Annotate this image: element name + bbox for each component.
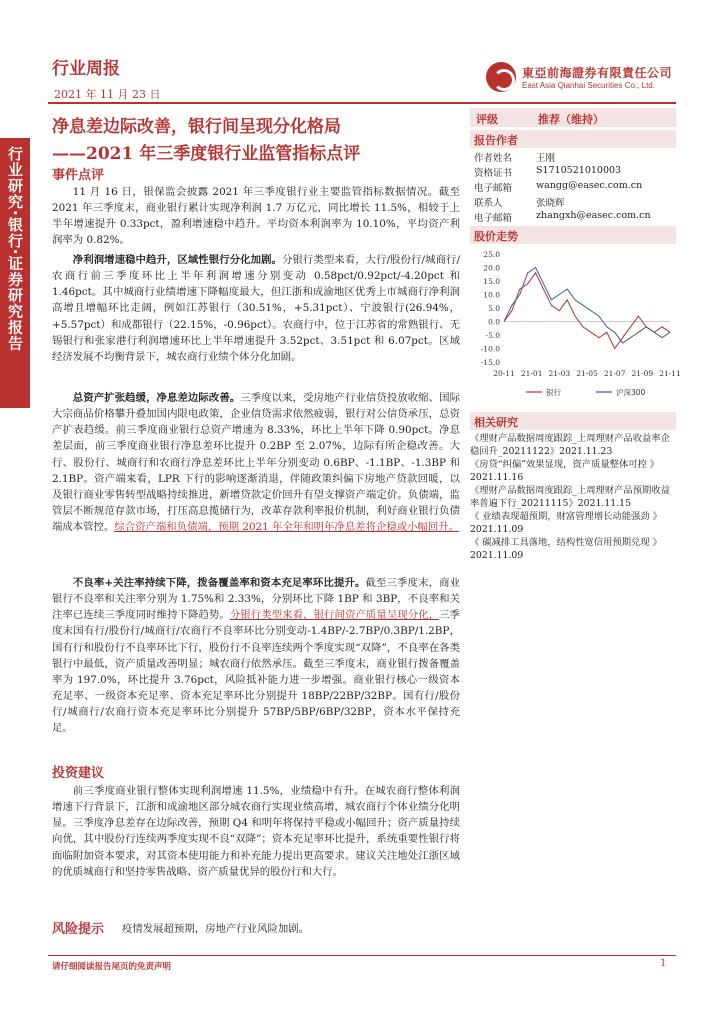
page-title: 净息差边际改善，银行间呈现分化格局 xyxy=(52,117,341,137)
y-tick-label: 5.0 xyxy=(488,304,500,313)
report-date: 2021 年 11 月 23 日 xyxy=(54,88,161,101)
paragraph-quality-text-a: 截至三季度末，商业银行不良率和关注率分别为 1.75%和 2.33%，分别环比下降 1BP 和 3BP，不良率和关注率已连续三季度同时维持下降趋势。 xyxy=(52,577,460,622)
y-tick-label: -5.0 xyxy=(485,331,500,340)
paragraph-risk: 疫情发展超预期，房地产行业风险加剧。 xyxy=(122,923,310,935)
section-event-heading: 事件点评 xyxy=(52,168,105,183)
y-tick-label: 10.0 xyxy=(483,290,500,300)
author-row: 作者姓名 王刚 xyxy=(474,153,556,164)
y-tick-label: 15.0 xyxy=(483,277,500,286)
x-tick-label: 21-09 xyxy=(631,369,654,378)
header-divider xyxy=(48,102,676,104)
paragraph-assets xyxy=(52,390,460,535)
page-number: 1 xyxy=(660,958,667,969)
paragraph-assets-text: 三季度以来，受房地产行业信贷投放收缩、国际大宗商品价格攀升叠加国内限电政策，企业信贷需求依然疲弱，银行对公信贷承压，总资产扩表趋缓。前三季度商业银行总资产增速为 8.33%，环比上半年下降 0.90pct。净息差层面，前三季度商业银行净息差环比提升 0.2BP 至 2.07%，边际有所企稳改善。大行、股份行、城商行和农商行净息差环比上半年分别变动 0.6BP、-1.1BP、-1.3BP 和 2.1BP。资产端来看，LPR 下行的影响逐渐消退，伴随政策纠偏下房地产贷款回暖，以及银行商业零售转型战略持续推进，新增贷款定价回升有望支撑资产端定价。负债端，监管层不断规范存款市场，打压高息揽储行为，改革存款利率报价机制，利好商业银行负债端成本管控。 xyxy=(52,392,461,534)
section-invest-heading: 投资建议 xyxy=(52,766,105,781)
x-tick-label: 21-11 xyxy=(659,369,681,378)
paragraph-quality-lead: 不良率+关注率持续下降，拨备覆盖率和资本充足率环比提升。 xyxy=(72,577,366,589)
rating-label: 评级 xyxy=(476,113,498,126)
series-line-银行 xyxy=(504,273,670,349)
y-tick-label: 20.0 xyxy=(483,263,500,273)
paragraph-profit-text: 分银行类型来看，大行/股份行/城商行/农商行前三季度环比上半年利润增速分别变动 0.58pct/0.92pct/-4.20pct 和 1.46pct。其中城商行业绩增速下降幅度最大，但江浙和成渝地区优秀上市城商行净利润高增且增幅环比走阔，例如江苏银行（30.51%，+5.31pct）、宁波银行(26.94%，+5.57pct）和成都银行（22.15%，-0.96pct）。农商行中，位于江苏省的常熟银行、无锡银行和张家港行利润增速环比上半年增速提升 3.52pct、3.51pct 和 6.07pct。区域经济发展不均衡背景下，城农商行业绩个体分化加剧。 xyxy=(52,254,460,363)
paragraph-intro: 11 月 16 日，银保监会披露 2021 年三季度银行业主要监管指标数据情况。截至 2021 年三季度末，商业银行累计实现净利润 1.7 万亿元，同比增长 11.5%，相较于上半年增速提升 0.33pct，盈利增速稳中趋升。平均资本利润率为 10.10%，平均资产利润率为 0.82%。 xyxy=(52,186,460,247)
section-risk-heading: 风险提示 xyxy=(52,922,105,937)
trend-heading: 股价走势 xyxy=(470,226,676,244)
footer-disclaimer-link[interactable]: 请仔细阅读报告尾页的免责声明 xyxy=(52,962,172,972)
x-tick-label: 21-07 xyxy=(603,369,626,378)
author-row: 资格证书 S1710521010003 xyxy=(474,165,622,179)
y-tick-label: -10.0 xyxy=(480,344,500,354)
x-tick-label: 21-03 xyxy=(548,369,571,378)
legend-label: 沪深300 xyxy=(616,388,646,397)
author-row: 联系人 张晓辉 xyxy=(474,198,565,209)
author-row: 电子邮箱 zhangxh@easec.com.cn xyxy=(474,210,651,224)
rating-value: 推荐（维持） xyxy=(538,113,604,126)
related-list xyxy=(470,432,676,562)
footer-divider xyxy=(48,955,676,956)
y-tick-label: 25.0 xyxy=(483,250,500,259)
paragraph-assets-highlight: 综合资产端和负债端，预期 2021 年全年和明年净息差将企稳或小幅回升。 xyxy=(114,521,460,534)
sidebar-label: 行业研究·银行·证券研究报告 xyxy=(6,146,24,352)
related-item[interactable]: 《 碳减排工具落地，结构性宽信用预期兑现 》2021.11.09 xyxy=(470,537,662,561)
sidebar-band xyxy=(0,138,30,408)
paragraph-quality-text-b: 三季度末国有行/股份行/城商行/农商行不良率环比分别变动-1.4BP/-2.7BP/0.3BP/1.2BP，国有行和股份行不良率环比下行，股份行不良率连续两个季度实现“双降”，不良率在各类银行中最低，资产质量改善明显；城农商行依然承压。截至三季度末，商业银行拨备覆盖率为 197.0%，环比提升 3.76pct，风险抵补能力进一步增强。商业银行核心一级资本充足率、一级资本充足率、资本充足率环比分别提升 18BP/22BP/32BP。国有行/股份行/城商行/农商行资本充足率环比分别提升 57BP/5BP/6BP/32BP，资本水平保持充足。 xyxy=(52,609,461,735)
price-trend-chart xyxy=(470,246,681,402)
x-tick-label: 20-11 xyxy=(493,369,515,378)
x-tick-label: 21-01 xyxy=(520,369,543,378)
series-line-沪深300 xyxy=(504,268,670,344)
paragraph-profit xyxy=(52,252,460,365)
paragraph-quality-highlight: 分银行类型来看，银行间资产质量呈现分化， xyxy=(229,609,440,622)
paragraph-invest: 前三季度商业银行整体实现利润增速 11.5%，业绩稳中有升。在城农商行整体利润增速下行背景下，江浙和成渝地区部分城农商行实现业绩高增，城农商行个体业绩分化明显。三季度净息差存在边际改善，预期 Q4 和明年将保持平稳或小幅回升；资产质量持续向优，其中股份行连续两季度实现不良“双降”；资本充足率环比提升，系统重要性银行将面临附加资本要求，对其资本使用能力和补充能力提出更高要求。建议关注地处江浙区域的优质城商行和坚持零售战略、资产质量优异的股份行和大行。 xyxy=(52,785,460,878)
report-type: 行业周报 xyxy=(52,59,120,79)
paragraph-profit-lead: 净利润增速稳中趋升，区域性银行分化加剧。 xyxy=(72,254,282,266)
authors-heading: 报告作者 xyxy=(470,130,676,148)
y-tick-label: -15.0 xyxy=(480,358,500,367)
related-item[interactable]: 《房贷“纠偏”效果显现，资产质量整体可控 》2021.11.16 xyxy=(470,459,660,483)
related-item[interactable]: 《理财产品数据周度跟踪_上周理财产品收益率企稳回升_20211122》2021.11.23 xyxy=(470,433,670,457)
x-tick-label: 21-05 xyxy=(576,369,598,378)
related-item[interactable]: 《理财产品数据周度跟踪_上周理财产品预期收益率普遍下行_20211115》2021.11.15 xyxy=(470,485,670,509)
company-name-cn: 東亞前海證券有限責任公司 xyxy=(522,66,673,80)
y-tick-label: 0.0 xyxy=(488,317,500,327)
related-heading: 相关研究 xyxy=(470,412,676,430)
rating-bar xyxy=(470,108,676,127)
legend-label: 银行 xyxy=(546,388,561,397)
page-subtitle: ——2021 年三季度银行业监管指标点评 xyxy=(52,144,361,164)
paragraph-assets-lead: 总资产扩张趋缓，净息差边际改善。 xyxy=(72,392,241,404)
related-item[interactable]: 《 业绩表现超预期，财富管理增长动能强劲 》2021.11.09 xyxy=(470,511,662,535)
company-name-en: East Asia Qianhai Securities Co., Ltd. xyxy=(522,81,655,90)
company-logo-icon xyxy=(486,62,516,92)
author-row: 电子邮箱 wangg@easec.com.cn xyxy=(474,180,643,194)
paragraph-quality xyxy=(52,575,460,737)
